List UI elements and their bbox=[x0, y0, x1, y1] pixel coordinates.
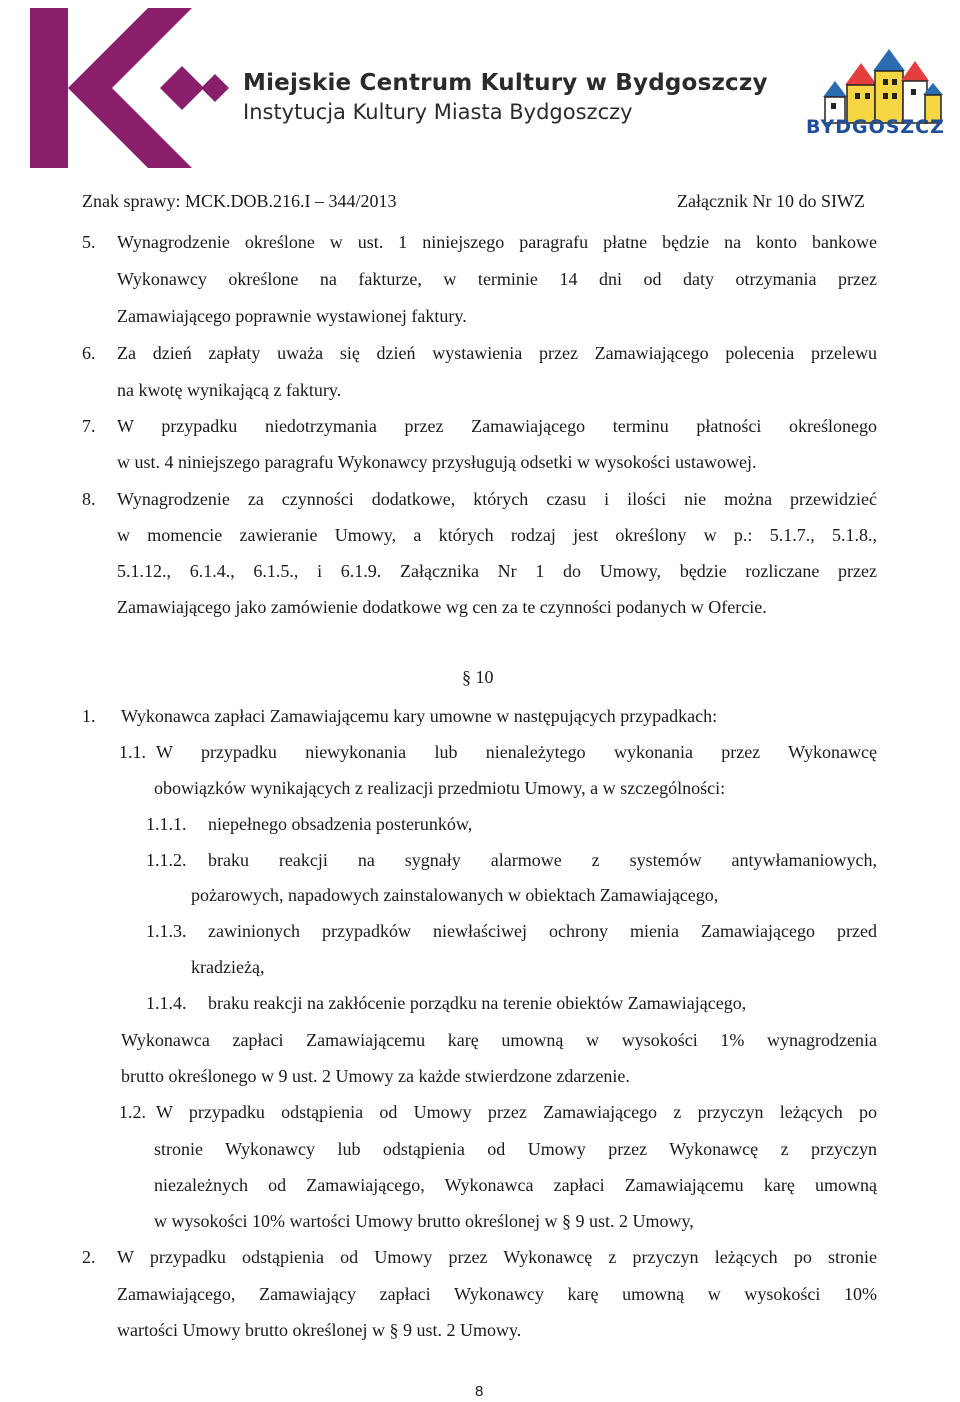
item-line: Wykonawca zapłaci Zamawiającemu karę umowną w wysokości 1% wynagrodzenia bbox=[121, 1030, 877, 1050]
item-line: W przypadku odstąpienia od Umowy przez Wykonawcę z przyczyn leżących po stronie bbox=[117, 1247, 877, 1267]
item-line: W przypadku niewykonania lub nienależytego wykonania przez Wykonawcę bbox=[156, 742, 877, 762]
item-line: Zamawiającego poprawnie wystawionej faktury. bbox=[117, 306, 467, 326]
section-heading: § 10 bbox=[462, 667, 494, 687]
item-line: braku reakcji na sygnały alarmowe z systemów antywłamaniowych, bbox=[208, 850, 877, 870]
attachment-label: Załącznik Nr 10 do SIWZ bbox=[677, 191, 865, 211]
case-number: Znak sprawy: MCK.DOB.216.I – 344/2013 bbox=[82, 191, 397, 211]
item-line: W przypadku niedotrzymania przez Zamawiającego terminu płatności określonego bbox=[117, 416, 877, 436]
item-line: w ust. 4 niniejszego paragrafu Wykonawcy przysługują odsetki w wysokości ustawowej. bbox=[117, 452, 757, 472]
item-number: 7. bbox=[82, 416, 96, 436]
page-number: 8 bbox=[475, 1383, 484, 1400]
item-line: obowiązków wynikających z realizacji przedmiotu Umowy, a w szczególności: bbox=[154, 778, 726, 798]
item-number: 1.1.4. bbox=[146, 993, 187, 1013]
item-line: wartości Umowy brutto określonej w § 9 ust. 2 Umowy. bbox=[117, 1320, 522, 1340]
item-line: niepełnego obsadzenia posterunków, bbox=[208, 814, 473, 834]
mck-k-logo bbox=[30, 8, 235, 178]
item-line: Wynagrodzenie określone w ust. 1 niniejszego paragrafu płatne będzie na konto bankowe bbox=[117, 232, 877, 252]
item-number: 1.1.1. bbox=[146, 814, 187, 834]
item-number: 2. bbox=[82, 1247, 96, 1267]
item-line: w momencie zawieranie Umowy, a których rodzaj jest określony w p.: 5.1.7., 5.1.8., bbox=[117, 525, 877, 545]
item-line: Wykonawcy określone na fakturze, w terminie 14 dni od daty otrzymania przez bbox=[117, 269, 877, 289]
item-line: stronie Wykonawcy lub odstąpienia od Umowy przez Wykonawcę z przyczyn bbox=[154, 1139, 877, 1159]
item-line: kradzieżą, bbox=[191, 957, 265, 977]
item-line: pożarowych, napadowych zainstalowanych w obiektach Zamawiającego, bbox=[191, 885, 719, 905]
item-number: 1. bbox=[82, 706, 96, 726]
institution-subtitle: Instytucja Kultury Miasta Bydgoszczy bbox=[243, 100, 633, 124]
item-line: 5.1.12., 6.1.4., 6.1.5., i 6.1.9. Załącznika Nr 1 do Umowy, będzie rozliczane przez bbox=[117, 561, 877, 581]
item-number: 1.1. bbox=[119, 742, 146, 762]
item-line: Zamawiającego, Zamawiający zapłaci Wykonawcy karę umowną w wysokości 10% bbox=[117, 1284, 877, 1304]
item-line: Za dzień zapłaty uważa się dzień wystawienia przez Zamawiającego polecenia przelewu bbox=[117, 343, 877, 363]
item-line: w wysokości 10% wartości Umowy brutto określonej w § 9 ust. 2 Umowy, bbox=[154, 1211, 694, 1231]
item-line: W przypadku odstąpienia od Umowy przez Zamawiającego z przyczyn leżących po bbox=[156, 1102, 877, 1122]
item-line: brutto określonego w 9 ust. 2 Umowy za każde stwierdzone zdarzenie. bbox=[121, 1066, 630, 1086]
item-line: Wynagrodzenie za czynności dodatkowe, których czasu i ilości nie można przewidzieć bbox=[117, 489, 877, 509]
item-number: 8. bbox=[82, 489, 96, 509]
item-line: na kwotę wynikającą z faktury. bbox=[117, 380, 342, 400]
item-number: 1.2. bbox=[119, 1102, 146, 1122]
item-line: niezależnych od Zamawiającego, Wykonawca zapłaci Zamawiającemu karę umowną bbox=[154, 1175, 877, 1195]
item-number: 1.1.3. bbox=[146, 921, 187, 941]
item-number: 5. bbox=[82, 232, 96, 252]
item-line: zawinionych przypadków niewłaściwej ochrony mienia Zamawiającego przed bbox=[208, 921, 877, 941]
institution-title: Miejskie Centrum Kultury w Bydgoszczy bbox=[243, 70, 768, 96]
item-line: braku reakcji na zakłócenie porządku na terenie obiektów Zamawiającego, bbox=[208, 993, 747, 1013]
city-logo-text: BYDGOSZCZ bbox=[806, 116, 945, 138]
item-line: Zamawiającego jako zamówienie dodatkowe wg cen za te czynności podanych w Ofercie. bbox=[117, 597, 767, 617]
item-number: 1.1.2. bbox=[146, 850, 187, 870]
item-number: 6. bbox=[82, 343, 96, 363]
item-line: Wykonawca zapłaci Zamawiającemu kary umowne w następujących przypadkach: bbox=[121, 706, 718, 726]
